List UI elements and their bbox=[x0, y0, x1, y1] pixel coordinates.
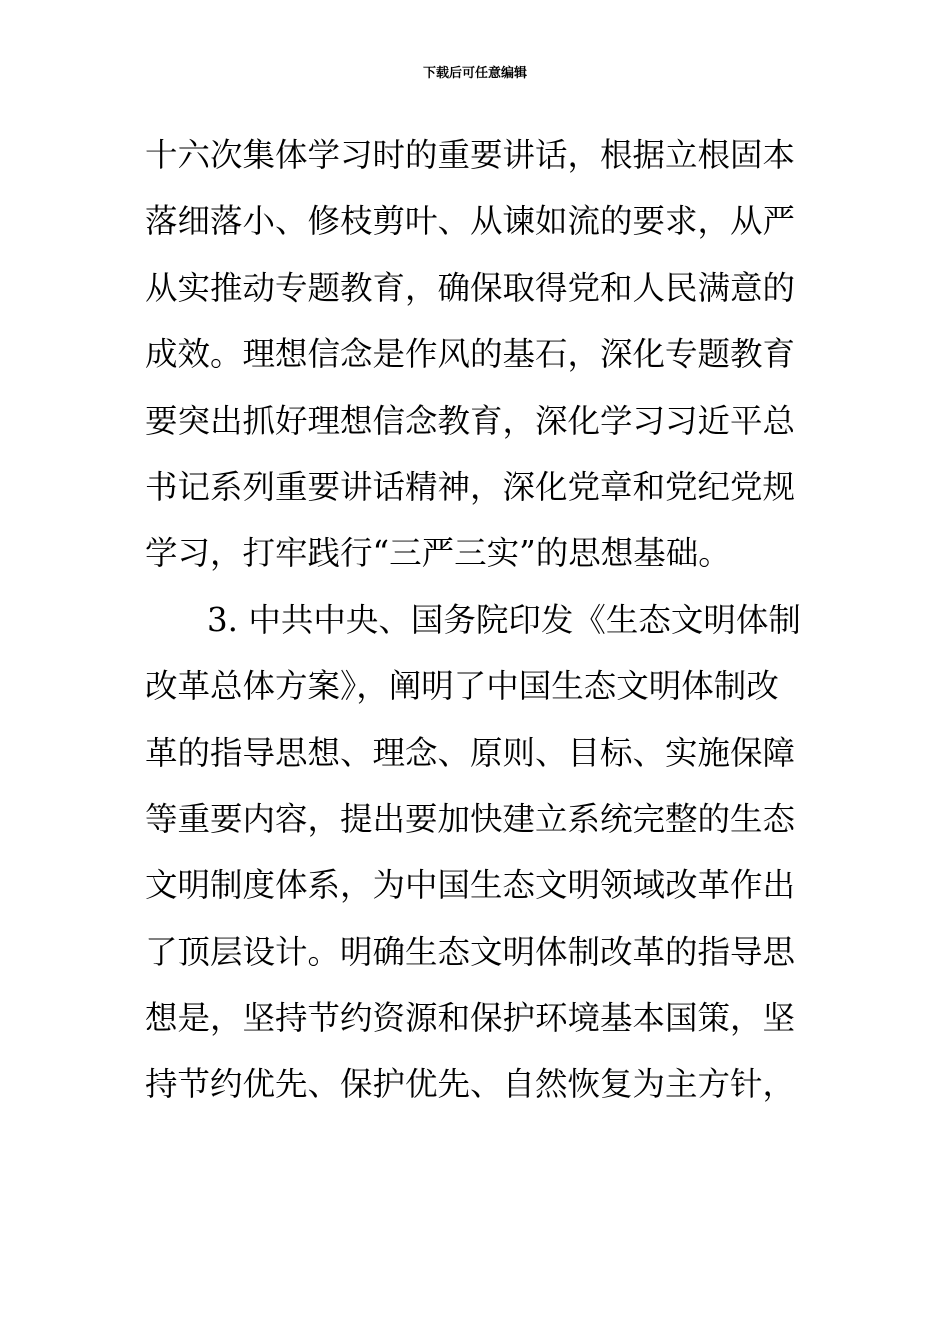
text-line: 革的指导思想、理念、原则、目标、实施保障 bbox=[145, 733, 796, 772]
text-line: 了顶层设计。明确生态文明体制改革的指导思 bbox=[145, 932, 796, 971]
page-header: 下载后可任意编辑 bbox=[422, 66, 527, 81]
text-line: 书记系列重要讲话精神，深化党章和党纪党规 bbox=[145, 467, 796, 506]
text-line: 要突出抓好理想信念教育，深化学习习近平总 bbox=[145, 401, 796, 440]
text-line: 改革总体方案》，阐明了中国生态文明体制改 bbox=[145, 667, 779, 706]
text-line: 想是，坚持节约资源和保护环境基本国策，坚 bbox=[145, 999, 796, 1038]
text-line: 十六次集体学习时的重要讲话，根据立根固本 bbox=[145, 136, 796, 174]
text-line: 文明制度体系，为中国生态文明领域改革作出 bbox=[145, 866, 796, 905]
text-line: 从实推动专题教育，确保取得党和人民满意的 bbox=[145, 268, 796, 307]
text-line: 持节约优先、保护优先、自然恢复为主方针， bbox=[145, 1065, 796, 1104]
text-line: 学习，打牢践行“三严三实”的思想基础。 bbox=[145, 534, 731, 573]
paragraph-start-line: 3. 中共中央、国务院印发《生态文明体制 bbox=[207, 600, 801, 639]
text-line: 落细落小、修枝剪叶、从谏如流的要求，从严 bbox=[145, 202, 796, 241]
text-line: 等重要内容，提出要加快建立系统完整的生态 bbox=[145, 799, 796, 838]
text-line: 成效。理想信念是作风的基石，深化专题教育 bbox=[145, 335, 796, 374]
body-text bbox=[145, 122, 810, 1118]
